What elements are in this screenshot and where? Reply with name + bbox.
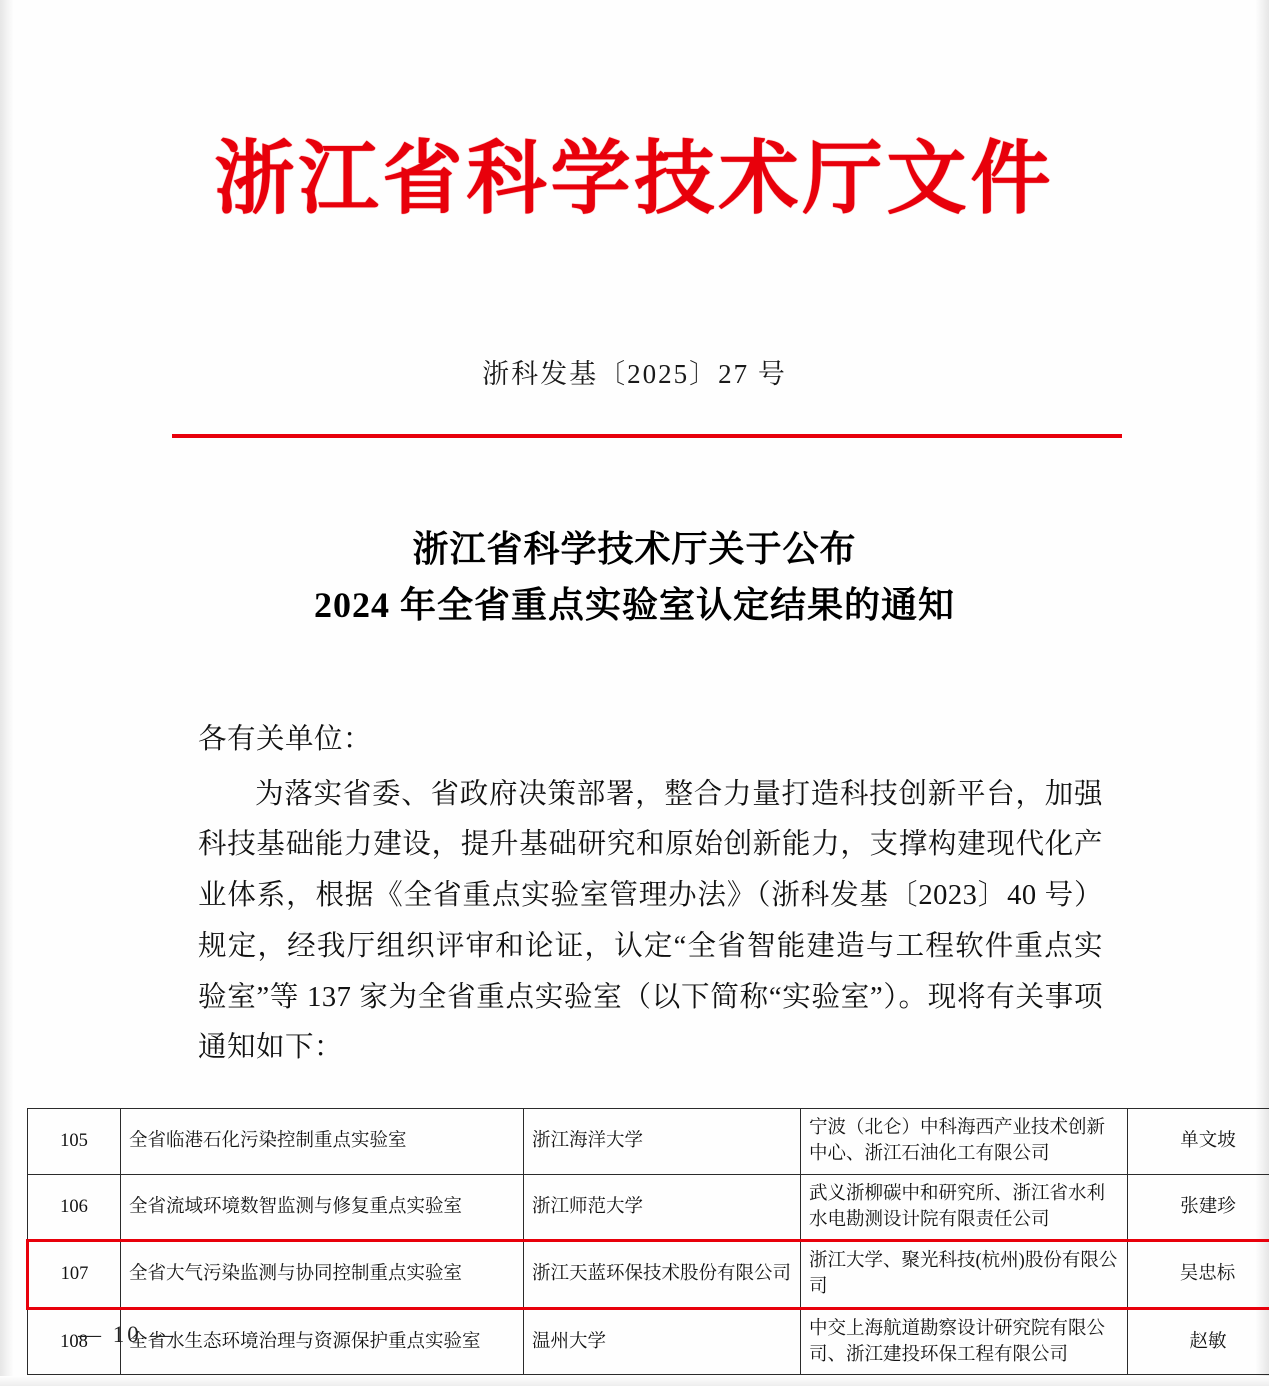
cell-no: 108 bbox=[28, 1308, 121, 1375]
table-row bbox=[28, 1308, 1269, 1375]
notice-title-line-1: 浙江省科学技术厅关于公布 bbox=[412, 529, 857, 569]
notice-title-line-2: 2024 年全省重点实验室认定结果的通知 bbox=[313, 584, 955, 625]
cell-lab-name: 全省流域环境数智监测与修复重点实验室 bbox=[121, 1174, 524, 1241]
cell-no: 107 bbox=[28, 1241, 121, 1309]
cell-lab-name: 全省大气污染监测与协同控制重点实验室 bbox=[121, 1241, 524, 1309]
cell-partner-units: 武义浙柳碳中和研究所、浙江省水利水电勘测设计院有限责任公司 bbox=[801, 1174, 1128, 1241]
table-row-highlighted bbox=[28, 1241, 1269, 1309]
document-title: 浙江省科学技术厅文件 bbox=[214, 131, 1055, 225]
cell-host-unit: 浙江天蓝环保技术股份有限公司 bbox=[524, 1241, 801, 1309]
cell-host-unit: 温州大学 bbox=[524, 1308, 801, 1375]
body-paragraph-1: 为落实省委、省政府决策部署，整合力量打造科技创新平台，加强科技基础能力建设，提升基础研究和原始创新能力，支撑构建现代化产业体系，根据《全省重点实验室管理办法》（浙科发基〔2023〕40 号）规定，经我厅组织评审和论证，认定“全省智能建造与工程软件重点实验室”等 137 家为全省重点实验室（以下简称“实验室”）。现将有关事项通知如下： bbox=[198, 778, 1103, 1064]
cell-leader: 赵敏 bbox=[1128, 1308, 1269, 1375]
cell-no: 105 bbox=[28, 1109, 121, 1175]
body-salutation: 各有关单位： bbox=[198, 724, 373, 755]
notice-body bbox=[198, 715, 1103, 1074]
page-number: — 10 — bbox=[78, 1322, 177, 1347]
notice-title bbox=[0, 522, 1269, 634]
cell-partner-units: 中交上海航道勘察设计研究院有限公司、浙江建投环保工程有限公司 bbox=[801, 1308, 1128, 1375]
table-row bbox=[28, 1109, 1269, 1175]
cell-no: 106 bbox=[28, 1174, 121, 1241]
cell-partner-units: 浙江大学、聚光科技(杭州)股份有限公司 bbox=[801, 1241, 1128, 1309]
red-horizontal-rule bbox=[172, 434, 1122, 438]
cell-leader: 单文坡 bbox=[1128, 1109, 1269, 1175]
cell-host-unit: 浙江师范大学 bbox=[524, 1174, 801, 1241]
cell-lab-name: 全省水生态环境治理与资源保护重点实验室 bbox=[121, 1308, 524, 1375]
page-edge-shadow-bottom bbox=[0, 1376, 1269, 1386]
cell-host-unit: 浙江海洋大学 bbox=[524, 1109, 801, 1175]
cell-leader: 吴忠标 bbox=[1128, 1241, 1269, 1309]
document-number: 浙科发基〔2025〕27 号 bbox=[482, 359, 787, 389]
lab-list-table bbox=[26, 1108, 1269, 1375]
cell-leader: 张建珍 bbox=[1128, 1174, 1269, 1241]
lab-list-table-wrapper bbox=[26, 1108, 1236, 1375]
cell-partner-units: 宁波（北仑）中科海西产业技术创新中心、浙江石油化工有限公司 bbox=[801, 1109, 1128, 1175]
table-row bbox=[28, 1174, 1269, 1241]
cell-lab-name: 全省临港石化污染控制重点实验室 bbox=[121, 1109, 524, 1175]
